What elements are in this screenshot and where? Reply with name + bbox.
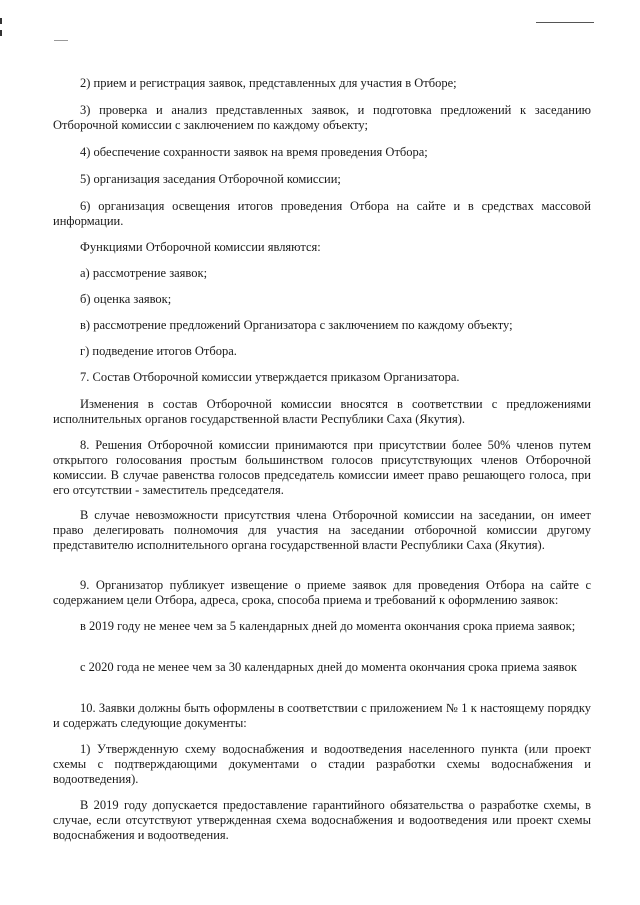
paragraph-guarantee-2019: В 2019 году допускается предоставление гарантийного обязательства о разработке схемы, в случае, если отсутствуют утвержденная схема водоснабжения и водоотведения или проект схемы водоснабжения и водоотведения. [53, 798, 591, 842]
paragraph-section-10: 10. Заявки должны быть оформлены в соответствии с приложением № 1 к настоящему порядку и содержать следующие документы: [53, 701, 591, 730]
paragraph-section-8: 8. Решения Отборочной комиссии принимаются при присутствии более 50% членов путем открытого голосования простым большинством голосов присутствующих членов Отборочной комиссии. В случае равенства голосов председатель комиссии имеет право решающего голоса, при его отсутствии - заместитель председателя. [53, 438, 591, 497]
paragraph-function-a: а) рассмотрение заявок; [80, 266, 208, 280]
scan-mark-left [0, 18, 3, 46]
paragraph-function-b: б) оценка заявок; [80, 292, 172, 306]
paragraph-item-4: 4) обеспечение сохранности заявок на время проведения Отбора; [80, 145, 428, 159]
paragraph-item-5: 5) организация заседания Отборочной комиссии; [80, 172, 341, 186]
scan-mark-top [536, 22, 594, 23]
paragraph-functions-heading: Функциями Отборочной комиссии являются: [80, 240, 321, 254]
paragraph-function-g: г) подведение итогов Отбора. [80, 344, 237, 358]
paragraph-item-3: 3) проверка и анализ представленных заявок, и подготовка предложений к заседанию Отборочной комиссии с заключением по каждому объекту; [53, 103, 591, 132]
paragraph-commission-changes: Изменения в состав Отборочной комиссии вносятся в соответствии с предложениями исполнительных органов государственной власти Республики Саха (Якутия). [53, 397, 591, 426]
paragraph-section-9: 9. Организатор публикует извещение о приеме заявок для проведения Отбора на сайте с содержанием цели Отбора, адреса, срока, способа приема и требований к оформлению заявок: [53, 578, 591, 607]
paragraph-item-6: 6) организация освещения итогов проведения Отбора на сайте и в средствах массовой информации. [53, 199, 591, 228]
paragraph-section-7: 7. Состав Отборочной комиссии утверждается приказом Организатора. [80, 370, 460, 384]
paragraph-deadline-2020: с 2020 года не менее чем за 30 календарных дней до момента окончания срока приема заявок [80, 660, 577, 674]
paragraph-function-v: в) рассмотрение предложений Организатора с заключением по каждому объекту; [80, 318, 513, 332]
paragraph-deadline-2019: в 2019 году не менее чем за 5 календарных дней до момента окончания срока приема заявок; [80, 619, 576, 633]
paragraph-delegation: В случае невозможности присутствия члена Отборочной комиссии на заседании, он имеет право делегировать полномочия для участия на заседании отборочной комиссии другому представителю исполнительного органа государственной власти Республики Саха (Якутия). [53, 508, 591, 552]
scan-speck [54, 40, 68, 41]
paragraph-item-2: 2) прием и регистрация заявок, представленных для участия в Отборе; [80, 76, 457, 90]
paragraph-document-1: 1) Утвержденную схему водоснабжения и водоотведения населенного пункта (или проект схемы с подтверждающими документами о стадии разработки схемы водоснабжения и водоотведения). [53, 742, 591, 786]
